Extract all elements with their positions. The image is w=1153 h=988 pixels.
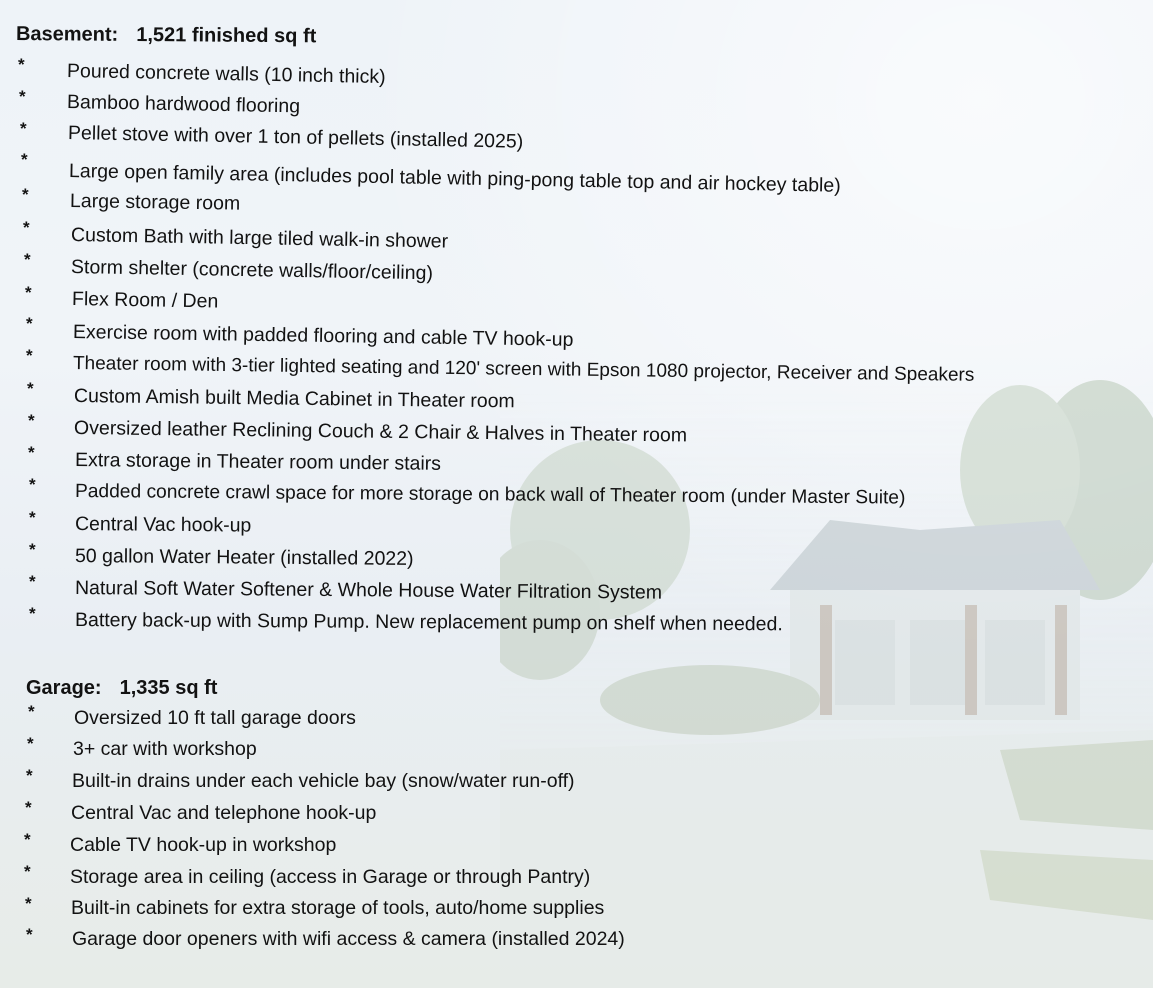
- bullet-marker: *: [26, 314, 33, 333]
- bullet-marker: *: [19, 87, 26, 106]
- bullet-marker: *: [29, 604, 36, 623]
- bullet-marker: *: [22, 185, 29, 204]
- basement-item-sump-pump: Battery back-up with Sump Pump. New replacement pump on shelf when needed.: [74, 609, 783, 636]
- basement-item-concrete-walls: Poured concrete walls (10 inch thick): [66, 60, 386, 89]
- bullet-marker: *: [29, 508, 36, 527]
- bullet-marker: *: [29, 475, 36, 494]
- basement-item-reclining-couch: Oversized leather Reclining Couch & 2 Chair & Halves in Theater room: [73, 417, 688, 447]
- basement-item-storm-shelter: Storm shelter (concrete walls/floor/ceiling): [70, 256, 434, 285]
- basement-item-family-area: Large open family area (includes pool table with ping-pong table top and air hockey table): [68, 160, 841, 197]
- bullet-marker: *: [28, 411, 35, 430]
- bullet-marker: *: [24, 862, 31, 881]
- garage-heading-value: 1,335 sq ft: [119, 677, 218, 699]
- bullet-marker: *: [27, 734, 34, 753]
- bullet-marker: *: [27, 379, 34, 398]
- garage-item-central-vac: Central Vac and telephone hook-up: [71, 802, 377, 824]
- basement-item-water-softener: Natural Soft Water Softener & Whole House Water Filtration System: [74, 577, 663, 604]
- garage-item-door-openers: Garage door openers with wifi access & camera (installed 2024): [72, 928, 625, 950]
- basement-item-theater-room: Theater room with 3-tier lighted seating and 120' screen with Epson 1080 projector, Receiver and Speakers: [72, 353, 975, 386]
- bullet-marker: *: [25, 894, 32, 913]
- bullet-marker: *: [20, 119, 27, 138]
- bullet-marker: *: [29, 572, 36, 591]
- bullet-marker: *: [28, 443, 35, 462]
- basement-item-storage-room: Large storage room: [69, 190, 241, 215]
- bullet-marker: *: [26, 346, 33, 365]
- basement-item-custom-bath: Custom Bath with large tiled walk-in shower: [70, 224, 449, 253]
- bullet-marker: *: [29, 540, 36, 559]
- basement-item-pellet-stove: Pellet stove with over 1 ton of pellets (installed 2025): [67, 122, 524, 153]
- garage-item-drains: Built-in drains under each vehicle bay (snow/water run-off): [72, 770, 575, 792]
- basement-item-flex-room: Flex Room / Den: [71, 288, 219, 313]
- garage-item-workshop: 3+ car with workshop: [73, 738, 257, 760]
- garage-item-cabinets: Built-in cabinets for extra storage of tools, auto/home supplies: [71, 897, 605, 919]
- basement-heading-value: 1,521 finished sq ft: [136, 23, 317, 48]
- garage-item-cable-tv: Cable TV hook-up in workshop: [70, 834, 337, 856]
- bullet-marker: *: [18, 55, 25, 74]
- basement-item-central-vac: Central Vac hook-up: [74, 513, 252, 537]
- garage-item-tall-doors: Oversized 10 ft tall garage doors: [74, 707, 356, 729]
- basement-item-bamboo-flooring: Bamboo hardwood flooring: [66, 91, 301, 118]
- basement-heading-label: Basement:: [15, 23, 119, 46]
- bullet-marker: *: [25, 283, 32, 302]
- bullet-marker: *: [26, 766, 33, 785]
- garage-heading: [26, 677, 217, 700]
- bullet-marker: *: [24, 250, 31, 269]
- basement-item-water-heater: 50 gallon Water Heater (installed 2022): [74, 545, 414, 570]
- bullet-marker: *: [23, 218, 30, 237]
- basement-item-theater-storage: Extra storage in Theater room under stairs: [74, 449, 442, 475]
- garage-item-ceiling-storage: Storage area in ceiling (access in Garage or through Pantry): [70, 866, 591, 888]
- basement-item-exercise-room: Exercise room with padded flooring and cable TV hook-up: [72, 321, 574, 351]
- basement-item-crawl-space: Padded concrete crawl space for more storage on back wall of Theater room (under Master Suite): [74, 481, 906, 509]
- bullet-marker: *: [26, 925, 33, 944]
- garage-heading-label: Garage:: [26, 677, 102, 699]
- bullet-marker: *: [25, 798, 32, 817]
- bullet-marker: *: [24, 830, 31, 849]
- basement-heading: [16, 23, 316, 48]
- bullet-marker: *: [21, 150, 28, 169]
- bullet-marker: *: [28, 702, 35, 721]
- basement-item-media-cabinet: Custom Amish built Media Cabinet in Theater room: [73, 385, 515, 413]
